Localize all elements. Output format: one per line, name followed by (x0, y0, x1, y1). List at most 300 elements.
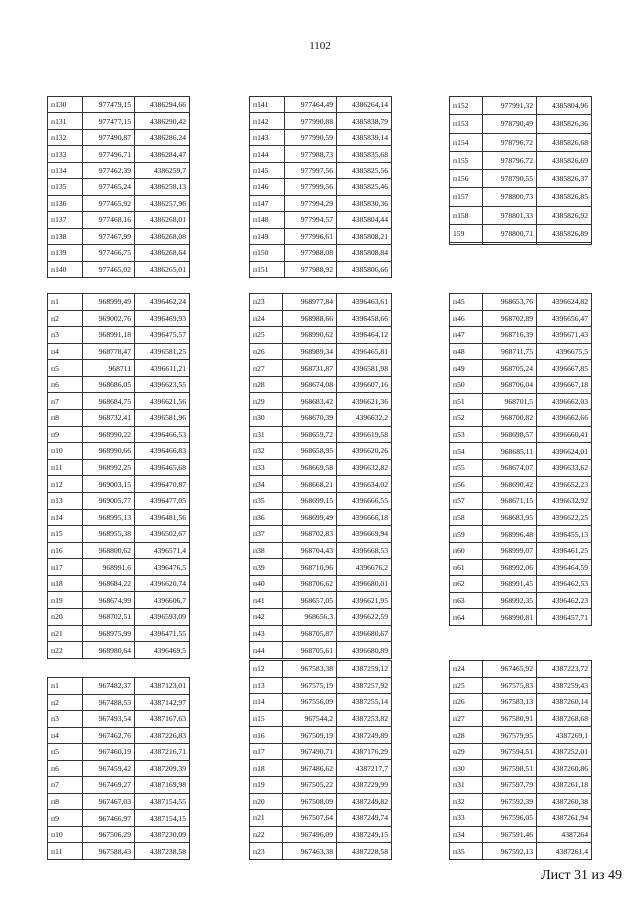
table-row (450, 493, 592, 510)
table-row (250, 608, 392, 625)
x-coordinate-cell: 967575,83 (483, 677, 537, 694)
point-id-cell: п20 (250, 793, 283, 810)
table-row (250, 179, 392, 195)
x-coordinate-cell: 977988,92 (285, 261, 337, 277)
y-coordinate-cell: 4396621,36 (337, 393, 392, 410)
table-row (450, 426, 592, 443)
table-row (450, 115, 592, 133)
y-coordinate-cell: 4396656,47 (537, 310, 592, 327)
point-id-cell: п8 (48, 793, 83, 810)
table-row (450, 360, 592, 377)
x-coordinate-cell: 968992,25 (83, 459, 135, 476)
y-coordinate-cell: 4386290,42 (135, 113, 190, 129)
table-row (48, 509, 190, 526)
table-row (48, 261, 190, 277)
y-coordinate-cell: 4387217,7 (337, 760, 392, 777)
y-coordinate-cell: 4396455,13 (537, 526, 592, 543)
y-coordinate-cell: 4396581,98 (337, 360, 392, 377)
y-coordinate-cell: 4387142,97 (135, 694, 190, 711)
table-row (250, 393, 392, 410)
x-coordinate-cell: 977465,24 (83, 179, 135, 195)
point-id-cell: п2 (48, 694, 83, 711)
table-row (48, 625, 190, 642)
x-coordinate-cell: 967592,13 (483, 843, 537, 860)
point-id-cell: п18 (250, 760, 283, 777)
point-id-cell: п155 (450, 151, 483, 169)
y-coordinate-cell: 4385839,14 (337, 129, 392, 145)
x-coordinate-cell: 968989,34 (283, 343, 337, 360)
table-row (450, 694, 592, 711)
point-id-cell: п54 (450, 443, 483, 460)
x-coordinate-cell: 968700,82 (483, 410, 537, 427)
point-id-cell: п28 (450, 727, 483, 744)
x-coordinate-cell: 977477,15 (83, 113, 135, 129)
point-id-cell: п55 (450, 459, 483, 476)
x-coordinate-cell: 968706,04 (483, 376, 537, 393)
y-coordinate-cell: 4396457,71 (537, 609, 592, 626)
point-id-cell: п134 (48, 162, 83, 178)
table-row (48, 146, 190, 162)
table-row (48, 459, 190, 476)
y-coordinate-cell: 4387229,99 (337, 777, 392, 794)
point-id-cell: п27 (250, 360, 283, 377)
table-row (48, 195, 190, 211)
y-coordinate-cell: 4386264,14 (337, 97, 392, 113)
point-id-cell: п8 (48, 410, 83, 427)
table-row (48, 843, 190, 860)
x-coordinate-cell: 967598,51 (483, 760, 537, 777)
x-coordinate-cell: 968732,41 (83, 410, 135, 427)
table-row (250, 826, 392, 843)
page-number: 1102 (309, 40, 331, 52)
table-row (48, 727, 190, 744)
x-coordinate-cell: 968706,62 (283, 575, 337, 592)
table-row (250, 113, 392, 129)
table-row (48, 592, 190, 609)
point-id-cell: п12 (250, 661, 283, 678)
point-id-cell: п37 (250, 526, 283, 543)
x-coordinate-cell: 968975,99 (83, 625, 135, 642)
x-coordinate-cell: 967596,05 (483, 810, 537, 827)
x-coordinate-cell: 967505,22 (283, 777, 337, 794)
table-row (48, 694, 190, 711)
table-row (48, 212, 190, 228)
y-coordinate-cell: 4396462,23 (537, 592, 592, 609)
y-coordinate-cell: 4396680,67 (337, 625, 392, 642)
x-coordinate-cell: 968999,49 (83, 294, 135, 311)
point-id-cell: п53 (450, 426, 483, 443)
x-coordinate-cell: 977490,87 (83, 129, 135, 145)
table-row (250, 810, 392, 827)
x-coordinate-cell: 967482,37 (83, 678, 135, 695)
y-coordinate-cell: 4386268,08 (135, 228, 190, 244)
point-id-cell: п27 (450, 710, 483, 727)
table-row (450, 410, 592, 427)
x-coordinate-cell: 968683,42 (283, 393, 337, 410)
y-coordinate-cell: 4385826,68 (537, 133, 592, 151)
sheet-footer: Лист 31 из 49 (541, 868, 622, 883)
x-coordinate-cell: 968656,3 (283, 608, 337, 625)
x-coordinate-cell: 968711,75 (483, 343, 537, 360)
y-coordinate-cell: 4386258,13 (135, 179, 190, 195)
x-coordinate-cell: 968702,83 (283, 526, 337, 543)
table-row (250, 129, 392, 145)
y-coordinate-cell: 4387123,01 (135, 678, 190, 695)
point-id-cell: п10 (48, 826, 83, 843)
y-coordinate-cell: 4386294,66 (135, 97, 190, 113)
x-coordinate-cell: 967506,29 (83, 826, 135, 843)
x-coordinate-cell: 969002,76 (83, 310, 135, 327)
y-coordinate-cell: 4387260,14 (537, 694, 592, 711)
table-row (250, 376, 392, 393)
point-id-cell: п23 (250, 843, 283, 860)
x-coordinate-cell: 977990,59 (285, 129, 337, 145)
y-coordinate-cell: 4387261,18 (537, 777, 592, 794)
table-row (450, 151, 592, 169)
point-id-cell: п35 (250, 492, 283, 509)
y-coordinate-cell: 4387253,82 (337, 710, 392, 727)
y-coordinate-cell: 4396458,66 (337, 310, 392, 327)
y-coordinate-cell: 4387269,1 (537, 727, 592, 744)
point-id-cell: п141 (250, 97, 285, 113)
coordinates-table (47, 677, 190, 860)
table-row (48, 376, 190, 393)
y-coordinate-cell: 4396571,4 (135, 542, 190, 559)
point-id-cell: п63 (450, 592, 483, 609)
x-coordinate-cell: 968990,66 (83, 443, 135, 460)
point-id-cell: п148 (250, 212, 285, 228)
point-id-cell: п156 (450, 170, 483, 188)
x-coordinate-cell: 977462,39 (83, 162, 135, 178)
y-coordinate-cell: 4387260,38 (537, 793, 592, 810)
x-coordinate-cell: 968668,21 (283, 476, 337, 493)
table-row (450, 760, 592, 777)
x-coordinate-cell: 977465,02 (83, 261, 135, 277)
x-coordinate-cell: 968990,62 (283, 327, 337, 344)
x-coordinate-cell: 967488,53 (83, 694, 135, 711)
table-row (250, 212, 392, 228)
y-coordinate-cell: 4385804,44 (337, 212, 392, 228)
coordinates-table (449, 96, 592, 245)
table-row (48, 294, 190, 311)
y-coordinate-cell: 4396465,81 (337, 343, 392, 360)
y-coordinate-cell: 4387249,89 (337, 727, 392, 744)
point-id-cell: п52 (450, 410, 483, 427)
point-id-cell: п44 (250, 642, 283, 659)
x-coordinate-cell: 977991,32 (483, 97, 537, 115)
y-coordinate-cell: 4396581,96 (135, 410, 190, 427)
y-coordinate-cell: 4396464,12 (337, 327, 392, 344)
point-id-cell: п22 (250, 826, 283, 843)
point-id-cell: п5 (48, 744, 83, 761)
y-coordinate-cell: 4396462,24 (135, 294, 190, 311)
x-coordinate-cell: 967467,03 (83, 793, 135, 810)
table-row (250, 727, 392, 744)
y-coordinate-cell: 4385826,85 (537, 188, 592, 206)
x-coordinate-cell: 968674,99 (83, 592, 135, 609)
y-coordinate-cell: 4396633,62 (537, 459, 592, 476)
table-row (48, 526, 190, 543)
y-coordinate-cell: 4396470,87 (135, 476, 190, 493)
x-coordinate-cell: 978800,71 (483, 224, 537, 242)
table-row (250, 410, 392, 427)
y-coordinate-cell: 4396502,67 (135, 526, 190, 543)
point-id-cell: п1 (48, 678, 83, 695)
point-id-cell: п57 (450, 493, 483, 510)
point-id-cell: п62 (450, 576, 483, 593)
x-coordinate-cell: 968690,42 (483, 476, 537, 493)
x-coordinate-cell: 977479,15 (83, 97, 135, 113)
table-row (450, 843, 592, 860)
point-id-cell: п151 (250, 261, 285, 277)
table-row (48, 559, 190, 576)
point-id-cell: п47 (450, 327, 483, 344)
point-id-cell: п2 (48, 310, 83, 327)
table-row (48, 393, 190, 410)
table-row (450, 826, 592, 843)
x-coordinate-cell: 978801,33 (483, 206, 537, 224)
x-coordinate-cell: 977467,99 (83, 228, 135, 244)
y-coordinate-cell: 4385826,92 (537, 206, 592, 224)
y-coordinate-cell: 4387209,39 (135, 760, 190, 777)
x-coordinate-cell: 968671,15 (483, 493, 537, 510)
x-coordinate-cell: 978790,49 (483, 115, 537, 133)
coordinates-table (449, 660, 592, 860)
point-id-cell: п42 (250, 608, 283, 625)
y-coordinate-cell: 4396477,05 (135, 492, 190, 509)
y-coordinate-cell: 4396675,5 (537, 343, 592, 360)
point-id-cell: п33 (250, 459, 283, 476)
table-row (250, 509, 392, 526)
y-coordinate-cell: 4396593,09 (135, 608, 190, 625)
x-coordinate-cell: 967496,09 (283, 826, 337, 843)
point-id-cell: п38 (250, 542, 283, 559)
x-coordinate-cell: 978790,55 (483, 170, 537, 188)
y-coordinate-cell: 4387154,55 (135, 793, 190, 810)
table-row (48, 245, 190, 261)
point-id-cell: п32 (250, 443, 283, 460)
x-coordinate-cell: 967459,42 (83, 760, 135, 777)
x-coordinate-cell: 977994,29 (285, 195, 337, 211)
x-coordinate-cell: 967575,19 (283, 677, 337, 694)
x-coordinate-cell: 968955,38 (83, 526, 135, 543)
table-row (250, 443, 392, 460)
table-row (48, 711, 190, 728)
point-id-cell: п60 (450, 542, 483, 559)
table-row (48, 343, 190, 360)
point-id-cell: п153 (450, 115, 483, 133)
x-coordinate-cell: 968686,05 (83, 376, 135, 393)
y-coordinate-cell: 4396464,59 (537, 559, 592, 576)
y-coordinate-cell: 4387252,01 (537, 743, 592, 760)
x-coordinate-cell: 967594,51 (483, 743, 537, 760)
point-id-cell: п40 (250, 575, 283, 592)
point-id-cell: п131 (48, 113, 83, 129)
table-row (450, 310, 592, 327)
point-id-cell: п64 (450, 609, 483, 626)
table-row (450, 243, 592, 245)
table-row (450, 710, 592, 727)
point-id-cell: п31 (450, 777, 483, 794)
point-id-cell: п130 (48, 97, 83, 113)
x-coordinate-cell: 967462,76 (83, 727, 135, 744)
point-id-cell: п41 (250, 592, 283, 609)
table-row (250, 360, 392, 377)
y-coordinate-cell: 4387223,72 (537, 661, 592, 678)
y-coordinate-cell: 4387259,43 (537, 677, 592, 694)
point-id-cell: п17 (48, 559, 83, 576)
point-id-cell: п15 (48, 526, 83, 543)
y-coordinate-cell: 4387264 (537, 826, 592, 843)
table-row (48, 777, 190, 794)
table-row (450, 509, 592, 526)
table-row (250, 310, 392, 327)
y-coordinate-cell: 4387259,12 (337, 661, 392, 678)
y-coordinate-cell: 4387226,83 (135, 727, 190, 744)
coordinates-table (249, 293, 392, 659)
point-id-cell: п3 (48, 711, 83, 728)
table-row (450, 743, 592, 760)
x-coordinate-cell: 967556,09 (283, 694, 337, 711)
point-id-cell: п5 (48, 360, 83, 377)
y-coordinate-cell: 4396469,5 (135, 642, 190, 659)
point-id-cell: п137 (48, 212, 83, 228)
x-coordinate-cell: 968992,06 (483, 559, 537, 576)
point-id-cell: п132 (48, 129, 83, 145)
y-coordinate-cell: 4396676,2 (337, 559, 392, 576)
x-coordinate-cell: 967583,13 (483, 694, 537, 711)
x-coordinate-cell: 977990,88 (285, 113, 337, 129)
x-coordinate-cell: 968999,07 (483, 542, 537, 559)
point-id-cell: п31 (250, 426, 283, 443)
y-coordinate-cell: 4385825,56 (337, 162, 392, 178)
x-coordinate-cell: 968705,61 (283, 642, 337, 659)
x-coordinate-cell: 967486,62 (283, 760, 337, 777)
point-id-cell: п6 (48, 376, 83, 393)
table-row (250, 526, 392, 543)
y-coordinate-cell: 4396660,41 (537, 426, 592, 443)
x-coordinate-cell: 977464,49 (285, 97, 337, 113)
x-coordinate-cell: 968710,96 (283, 559, 337, 576)
point-id-cell: п26 (250, 343, 283, 360)
table-row (250, 261, 392, 277)
point-id-cell: п157 (450, 188, 483, 206)
y-coordinate-cell (537, 243, 592, 245)
table-row (450, 133, 592, 151)
x-coordinate-cell: 977997,56 (285, 162, 337, 178)
point-id-cell: п14 (48, 509, 83, 526)
table-row (48, 410, 190, 427)
table-row (250, 760, 392, 777)
y-coordinate-cell: 4396666,55 (337, 492, 392, 509)
y-coordinate-cell: 4385835,68 (337, 146, 392, 162)
table-row (250, 559, 392, 576)
table-row (48, 327, 190, 344)
x-coordinate-cell: 967508,09 (283, 793, 337, 810)
table-row (250, 542, 392, 559)
y-coordinate-cell: 4387261,94 (537, 810, 592, 827)
point-id-cell: п13 (48, 492, 83, 509)
table-row (450, 559, 592, 576)
table-row (48, 113, 190, 129)
x-coordinate-cell: 977468,16 (83, 212, 135, 228)
x-coordinate-cell: 968685,11 (483, 443, 537, 460)
y-coordinate-cell: 4387255,14 (337, 694, 392, 711)
y-coordinate-cell: 4396620,74 (135, 575, 190, 592)
table-row (250, 694, 392, 711)
x-coordinate-cell: 968988,66 (283, 310, 337, 327)
point-id-cell (450, 243, 483, 245)
x-coordinate-cell: 977465,92 (83, 195, 135, 211)
table-row (48, 793, 190, 810)
table-row (250, 642, 392, 659)
x-coordinate-cell: 967591,46 (483, 826, 537, 843)
table-row (48, 360, 190, 377)
table-row (48, 542, 190, 559)
point-id-cell: п149 (250, 228, 285, 244)
point-id-cell: п30 (250, 410, 283, 427)
table-row (450, 576, 592, 593)
point-id-cell: п49 (450, 360, 483, 377)
x-coordinate-cell: 967588,43 (83, 843, 135, 860)
table-row (250, 843, 392, 860)
y-coordinate-cell: 4396669,94 (337, 526, 392, 543)
table-row (250, 677, 392, 694)
y-coordinate-cell: 4396581,25 (135, 343, 190, 360)
x-coordinate-cell: 967466,97 (83, 810, 135, 827)
y-coordinate-cell: 4385826,36 (537, 115, 592, 133)
x-coordinate-cell: 968653,76 (483, 294, 537, 311)
y-coordinate-cell: 4396481,56 (135, 509, 190, 526)
point-id-cell: п46 (450, 310, 483, 327)
table-row (450, 170, 592, 188)
y-coordinate-cell: 4386257,96 (135, 195, 190, 211)
table-row (48, 826, 190, 843)
point-id-cell: п33 (450, 810, 483, 827)
table-row (250, 710, 392, 727)
y-coordinate-cell: 4387249,15 (337, 826, 392, 843)
table-row (48, 129, 190, 145)
point-id-cell: п34 (450, 826, 483, 843)
point-id-cell: п21 (250, 810, 283, 827)
y-coordinate-cell: 4385830,36 (337, 195, 392, 211)
point-id-cell: п30 (450, 760, 483, 777)
table-row (450, 459, 592, 476)
table-row (450, 592, 592, 609)
x-coordinate-cell: 968669,58 (283, 459, 337, 476)
y-coordinate-cell: 4396461,25 (537, 542, 592, 559)
table-row (250, 661, 392, 678)
x-coordinate-cell: 967493,54 (83, 711, 135, 728)
x-coordinate-cell: 968683,95 (483, 509, 537, 526)
point-id-cell: п20 (48, 608, 83, 625)
table-row (450, 727, 592, 744)
table-row (450, 476, 592, 493)
point-id-cell: п19 (250, 777, 283, 794)
y-coordinate-cell: 4396634,02 (337, 476, 392, 493)
table-row (48, 162, 190, 178)
table-row (48, 744, 190, 761)
x-coordinate-cell: 968731,87 (283, 360, 337, 377)
point-id-cell: п136 (48, 195, 83, 211)
point-id-cell: п150 (250, 245, 285, 261)
y-coordinate-cell: 4387169,98 (135, 777, 190, 794)
table-row (48, 760, 190, 777)
table-row (450, 376, 592, 393)
x-coordinate-cell: 968701,5 (483, 393, 537, 410)
table-row (250, 426, 392, 443)
table-row (250, 793, 392, 810)
